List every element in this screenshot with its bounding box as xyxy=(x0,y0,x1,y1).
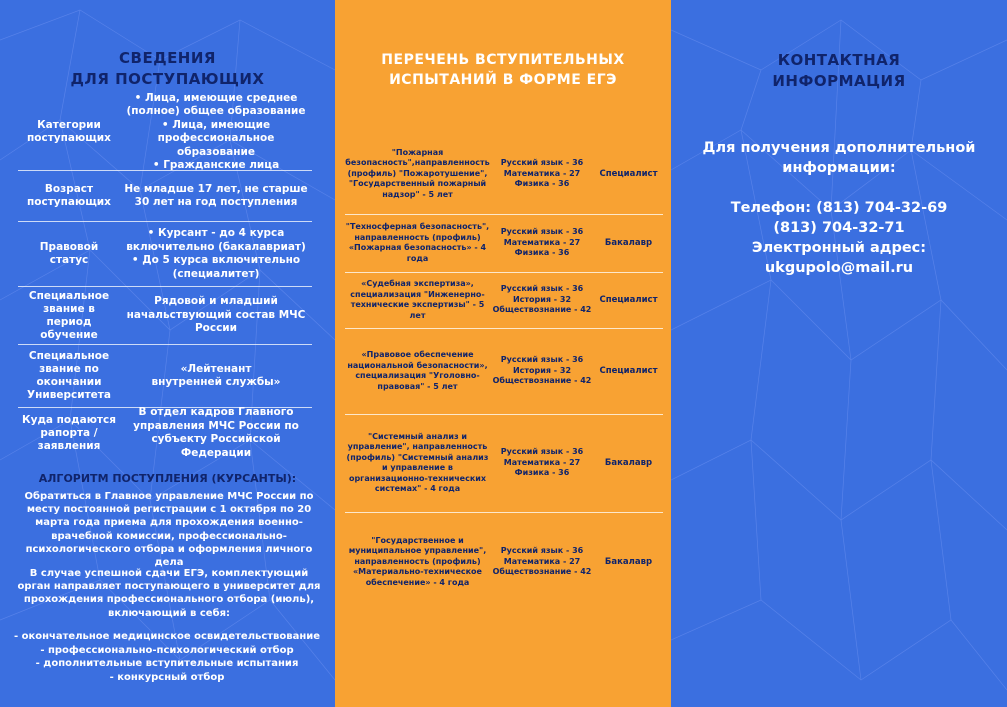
exam-subject: Русский язык - 36 xyxy=(500,355,584,365)
exam-subject: Русский язык - 36 xyxy=(500,227,584,237)
exam-program: «Правовое обеспечение национальной безопасности», специализация "Уголовно-правовая" - 5 лет xyxy=(347,350,488,391)
info-value-line: управления МЧС России по xyxy=(133,419,299,432)
admission-info-panel xyxy=(0,0,335,707)
info-value xyxy=(120,91,312,171)
info-value-line: Не младше 17 лет, не старше xyxy=(124,182,308,195)
info-value xyxy=(120,408,312,458)
info-value-line: включительно (бакалавриат) xyxy=(126,240,306,253)
info-value-line: Рядовой и младший xyxy=(154,295,278,308)
title-line: ПЕРЕЧЕНЬ ВСТУПИТЕЛЬНЫХ xyxy=(381,52,625,68)
info-row-where-to-apply xyxy=(18,408,312,458)
info-row-age xyxy=(18,171,312,222)
admission-algorithm-step2: В случае успешной сдачи ЕГЭ, комплектующий орган направляет поступающего в университет для прохождения профессионального отбора (июль), включающий в себя: xyxy=(17,568,321,619)
admission-algorithm-title: АЛГОРИТМ ПОСТУПЛЕНИЯ (КУРСАНТЫ): xyxy=(38,472,297,485)
exam-row xyxy=(345,328,663,415)
exam-row xyxy=(345,134,663,215)
admission-algorithm-step1: Обратиться в Главное управление МЧС России по месту постоянной регистрации с 1 октября по 20 марта года приема для прохождения военно-врачебной комиссии, профессионально-психологического отбора и оформления личного дела xyxy=(24,491,314,569)
exam-subject: Русский язык - 36 xyxy=(500,158,584,168)
phone-number-1: Телефон: (813) 704-32-69 xyxy=(730,200,948,216)
exam-subject: Физика - 36 xyxy=(514,179,570,189)
exam-degree-level: Специалист xyxy=(599,366,658,376)
info-row-rank-after-graduation xyxy=(18,345,312,408)
info-label: Специальное звание в период обучение xyxy=(28,289,110,341)
exam-subject: Русский язык - 36 xyxy=(500,546,584,556)
exam-subjects xyxy=(490,546,594,578)
title-line: ДЛЯ ПОСТУПАЮЩИХ xyxy=(70,70,265,88)
phone-number-2: (813) 704-32-71 xyxy=(773,220,905,236)
list-item: - конкурсный отбор xyxy=(109,671,225,683)
info-value-line: 30 лет на год поступления xyxy=(134,196,298,208)
exam-program: "Системный анализ и управление", направленность (профиль) "Системный анализ и управление в организационно-технических системах" - 4 года xyxy=(346,431,489,493)
info-value-line: начальствующий состав МЧС xyxy=(126,308,306,321)
exam-subject: История - 32 xyxy=(512,365,572,375)
info-value xyxy=(120,222,312,286)
info-label: Правовой статус xyxy=(39,241,99,266)
exam-subjects xyxy=(490,355,594,387)
info-value-line: профессиональное образование xyxy=(157,132,275,158)
exam-subject: Русский язык - 36 xyxy=(500,284,584,294)
list-item: - окончательное медицинское освидетельствование xyxy=(13,631,321,642)
polygon-background-pattern xyxy=(671,0,1007,707)
title-line: ИНФОРМАЦИЯ xyxy=(772,72,906,90)
exam-subject: Математика - 27 xyxy=(503,168,581,178)
info-value-line: • Гражданские лица xyxy=(152,159,280,171)
exam-subject: История - 32 xyxy=(512,294,572,304)
exam-degree-level: Специалист xyxy=(599,295,658,305)
exam-degree-level: Бакалавр xyxy=(604,238,653,248)
exam-row xyxy=(345,272,663,329)
contact-intro: информации: xyxy=(782,160,896,176)
exam-subject: Математика - 27 xyxy=(503,556,581,566)
info-label: Категории поступающих xyxy=(27,119,111,144)
exam-subject: Физика - 36 xyxy=(514,248,570,258)
info-value-line: субъекту Российской Федерации xyxy=(151,433,281,459)
exam-degree-level: Бакалавр xyxy=(604,458,653,468)
info-value-line: России xyxy=(194,322,238,335)
exam-subject: Обществознание - 42 xyxy=(492,567,592,577)
contact-info-title xyxy=(671,50,1007,92)
admission-info-table xyxy=(18,91,312,459)
title-line: ИСПЫТАНИЙ В ФОРМЕ ЕГЭ xyxy=(389,72,617,88)
exam-program: "Государственное и муниципальное управление", направленность (профиль) «Материально-техническое обеспечение» - 4 года xyxy=(348,535,487,587)
exam-degree-level: Бакалавр xyxy=(604,557,653,567)
info-value xyxy=(120,345,312,407)
exam-subjects xyxy=(490,158,594,190)
exam-program: «Судебная экспертиза», специализация "Инженерно-технические экспертизы" - 5 лет xyxy=(350,279,485,320)
title-line: КОНТАКТНАЯ xyxy=(777,51,901,69)
info-value-line: • Лица, имеющие xyxy=(161,118,271,131)
exam-subject: Физика - 36 xyxy=(514,468,570,478)
exam-subject: Обществознание - 42 xyxy=(492,305,592,315)
info-value-line: внутренней службы» xyxy=(151,376,281,388)
admission-algorithm-list xyxy=(6,630,328,684)
title-line: СВЕДЕНИЯ xyxy=(119,49,216,67)
info-value-line: • Лица, имеющие среднее xyxy=(134,91,298,104)
info-value-line: (полное) общее образование xyxy=(126,105,306,117)
exam-subjects xyxy=(490,447,594,479)
list-item: - дополнительные вступительные испытания xyxy=(35,658,299,669)
info-row-legal-status xyxy=(18,222,312,287)
entrance-exams-title xyxy=(335,50,671,90)
exam-row xyxy=(345,512,663,612)
exam-subject: Русский язык - 36 xyxy=(500,447,584,457)
exam-subject: Математика - 27 xyxy=(503,237,581,247)
contact-intro: Для получения дополнительной xyxy=(702,140,976,156)
info-label: Специальное звание по окончании Университета xyxy=(27,350,111,401)
email-label: Электронный адрес: xyxy=(751,240,927,256)
info-row-rank-during-study xyxy=(18,287,312,345)
exam-subject: Обществознание - 42 xyxy=(492,376,592,386)
info-value-line: • Курсант - до 4 курса xyxy=(147,227,285,239)
info-value xyxy=(120,171,312,221)
info-value xyxy=(120,287,312,344)
info-row-categories xyxy=(18,91,312,171)
info-value-line: «Лейтенант xyxy=(180,362,252,375)
list-item: - профессионально-психологический отбор xyxy=(40,644,294,656)
contact-info-panel xyxy=(671,0,1007,707)
info-value-line: • До 5 курса включительно xyxy=(131,254,301,266)
exam-subjects xyxy=(490,284,594,316)
exam-program: "Техносферная безопасность", направленность (профиль) «Пожарная безопасность» - 4 года xyxy=(345,222,490,263)
exam-subject: Математика - 27 xyxy=(503,457,581,467)
exam-degree-level: Специалист xyxy=(599,169,658,179)
contact-details xyxy=(671,138,1007,278)
info-value-line: (специалитет) xyxy=(172,267,260,280)
exam-row xyxy=(345,214,663,273)
info-label: Возраст поступающих xyxy=(27,183,111,208)
exam-row xyxy=(345,414,663,513)
info-value-line: В отдел кадров Главного xyxy=(138,406,294,418)
admission-info-title xyxy=(0,48,335,90)
exam-subjects xyxy=(490,227,594,259)
email-address: ukgupolo@mail.ru xyxy=(764,260,914,276)
exam-program: "Пожарная безопасность",направленность (профиль) "Пожаротушение", "Государственный пожарный надзор" - 5 лет xyxy=(345,147,490,199)
info-label: Куда подаются рапорта / заявления xyxy=(22,413,116,452)
entrance-exams-panel xyxy=(335,0,671,707)
